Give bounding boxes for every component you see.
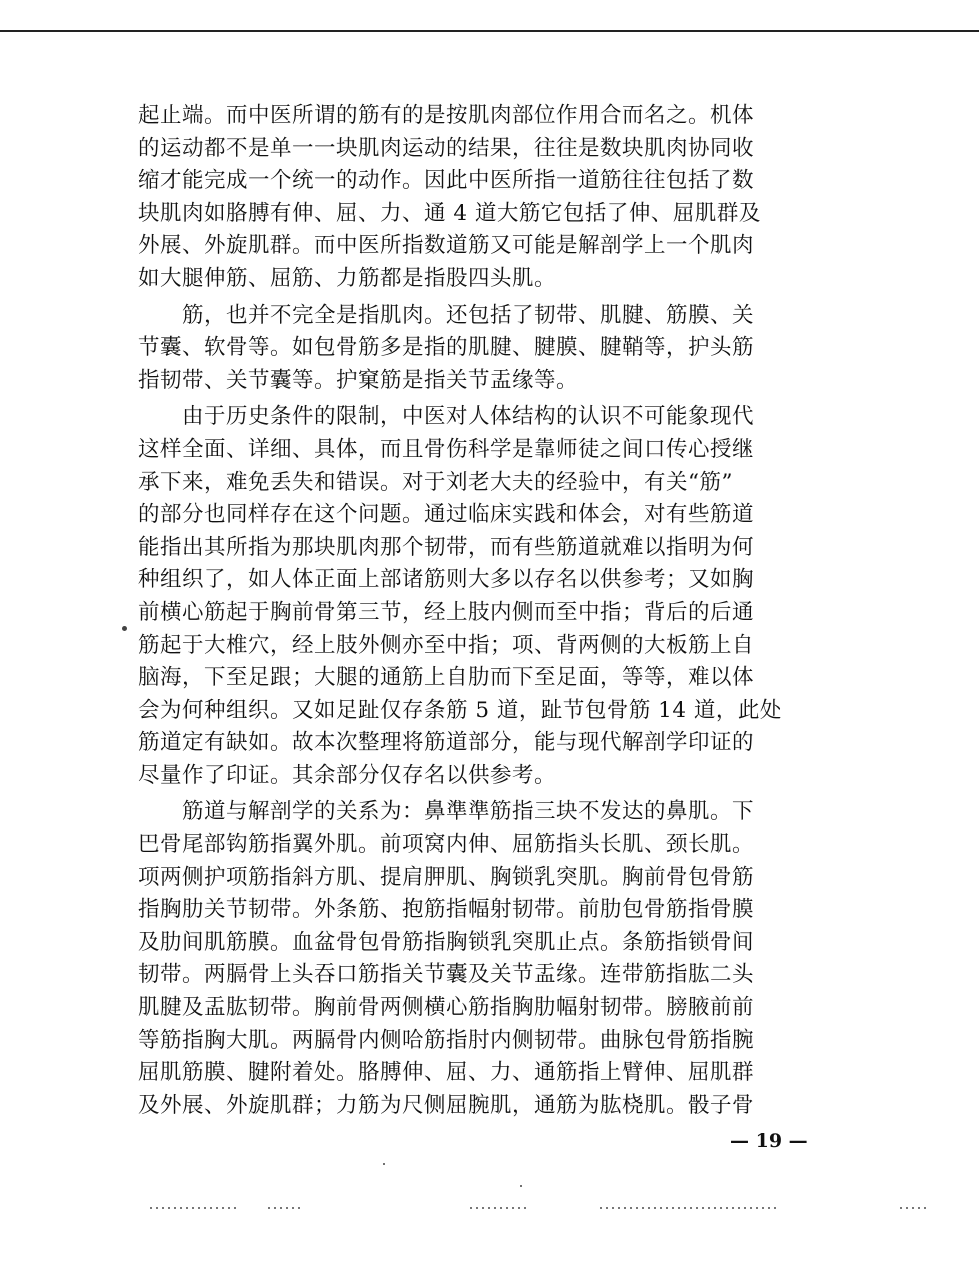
text-line: 及外展、外旋肌群；力筋为尺侧屈腕肌，通筋为肱桡肌。骰子骨 [138, 1092, 755, 1118]
text-line: 起止端。而中医所谓的筋有的是按肌肉部位作用合而名之。机体 [138, 103, 755, 128]
text-line: 脑海，下至足跟；大腿的通筋上自肋而下至足面，等等，难以体 [138, 665, 755, 691]
page-body [138, 100, 838, 1122]
text-line: 筋道定有缺如。故本次整理将筋道部分，能与现代解剖学印证的 [138, 730, 755, 756]
text-line: 由于历史条件的限制，中医对人体结构的认识不可能象现代 [182, 404, 755, 430]
scan-speck [122, 626, 127, 631]
text-line: 前横心筋起于胸前骨第三节，经上肢内侧而至中指；背后的后通 [138, 599, 755, 625]
page-number: — 19 — [730, 1130, 808, 1152]
text-line: 尽量作了印证。其余部分仅存名以供参考。 [138, 762, 557, 788]
text-line: 筋，也并不完全是指肌肉。还包括了韧带、肌腱、筋膜、关 [182, 302, 755, 328]
text-line: 能指出其所指为那块肌肉那个韧带，而有些筋道就难以指明为何 [138, 534, 755, 560]
text-line: 屈肌筋膜、腱附着处。胳膊伸、屈、力、通筋指上臂伸、屈肌群 [138, 1060, 755, 1086]
text-line: 节囊、软骨等。如包骨筋多是指的肌腱、腱膜、腱鞘等，护头筋 [138, 335, 755, 361]
paragraph-1 [138, 100, 838, 296]
text-line: 块肌肉如胳膊有伸、屈、力、通 4 道大筋它包括了伸、屈肌群及 [138, 200, 761, 226]
top-rule [0, 30, 979, 32]
text-line: 承下来，难免丢失和错误。对于刘老大夫的经验中，有关“筋” [138, 469, 733, 495]
text-line: 指胸肋关节韧带。外条筋、抱筋指幅射韧带。前肋包骨筋指骨膜 [138, 897, 755, 923]
text-line: 筋起于大椎穴，经上肢外侧亦至中指；项、背两侧的大板筋上自 [138, 632, 755, 658]
scan-noise [900, 1207, 930, 1209]
scan-noise [150, 1207, 240, 1209]
text-line: 的运动都不是单一一块肌肉运动的结果，往往是数块肌肉协同收 [138, 135, 755, 161]
text-line: 外展、外旋肌群。而中医所指数道筋又可能是解剖学上一个肌肉 [138, 233, 755, 259]
text-line: 指韧带、关节囊等。护窠筋是指关节盂缘等。 [138, 367, 579, 393]
text-line: 会为何种组织。又如足趾仅存条筋 5 道，趾节包骨筋 14 道，此处 [138, 697, 782, 723]
text-line: 这样全面、详细、具体，而且骨伤科学是靠师徒之间口传心授继 [138, 436, 755, 462]
text-line: 肌腱及盂肱韧带。胸前骨两侧横心筋指胸肋幅射韧带。膀腋前前 [138, 995, 755, 1021]
text-line: 等筋指胸大肌。两膈骨内侧哈筋指肘内侧韧带。曲脉包骨筋指腕 [138, 1027, 755, 1053]
text-line: 种组织了，如人体正面上部诸筋则大多以存名以供参考；又如胸 [138, 567, 755, 593]
text-line: 筋道与解剖学的关系为：鼻準準筋指三块不发达的鼻肌。下 [182, 799, 755, 825]
paragraph-4 [138, 796, 838, 1122]
scan-noise [600, 1207, 780, 1209]
text-line: 缩才能完成一个统一的动作。因此中医所指一道筋往往包括了数 [138, 168, 755, 194]
scan-noise [470, 1207, 530, 1209]
paragraph-2 [138, 300, 838, 398]
text-line: 项两侧护项筋指斜方肌、提肩胛肌、胸锁乳突肌。胸前骨包骨筋 [138, 864, 755, 890]
scan-noise [268, 1207, 304, 1209]
text-line: 如大腿伸筋、屈筋、力筋都是指股四头肌。 [138, 265, 557, 291]
text-line: 巴骨尾部钩筋指翼外肌。前项窝内伸、屈筋指头长肌、颈长肌。 [138, 832, 755, 858]
paragraph-3 [138, 401, 838, 792]
text-line: 的部分也同样存在这个问题。通过临床实践和体会，对有些筋道 [138, 502, 755, 528]
scan-speck [383, 1163, 385, 1165]
scan-speck [520, 1185, 522, 1187]
text-line: 韧带。两膈骨上头吞口筋指关节囊及关节盂缘。连带筋指肱二头 [138, 962, 755, 988]
text-line: 及肋间肌筋膜。血盆骨包骨筋指胸锁乳突肌止点。条筋指锁骨间 [138, 929, 755, 955]
